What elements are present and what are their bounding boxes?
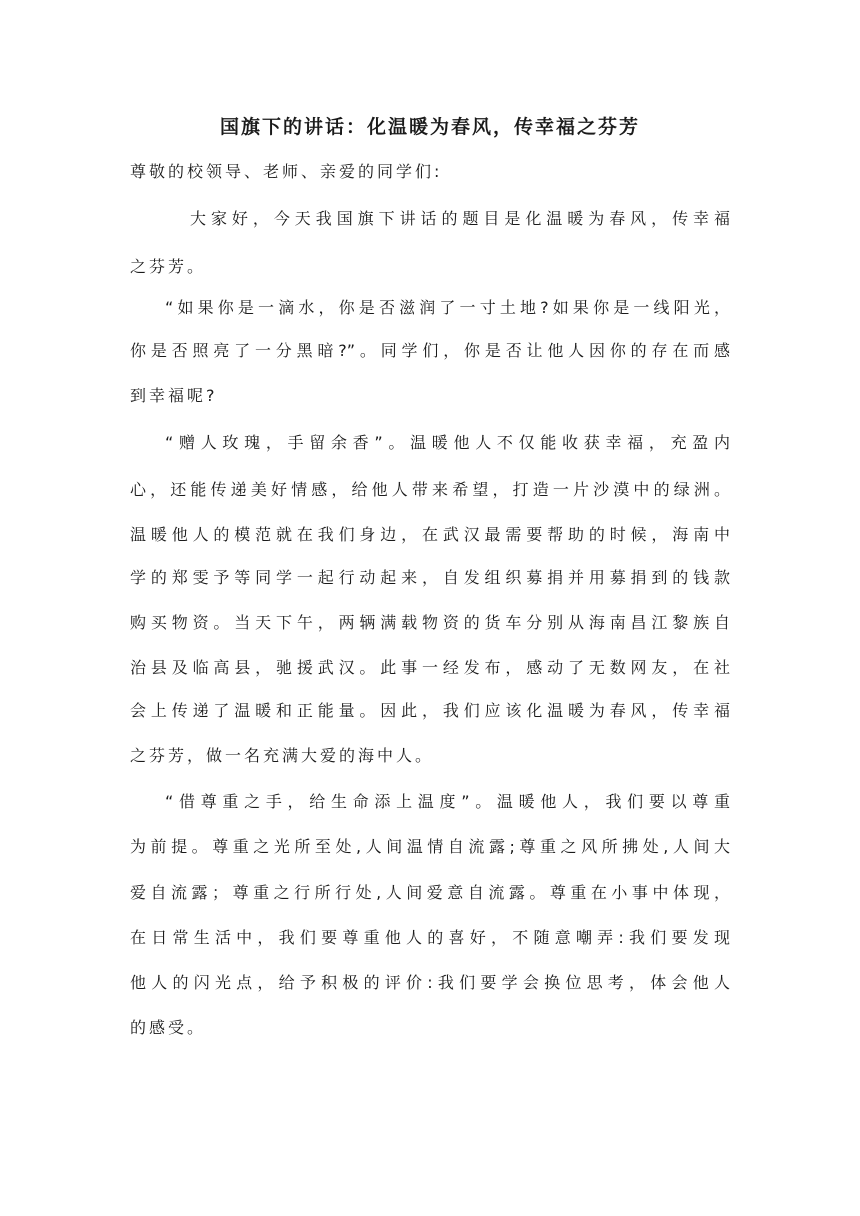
paragraph-line: 你是否照亮了一分黑暗?”。同学们，你是否让他人因你的存在而感	[130, 341, 730, 360]
paragraph-line: 购买物资。当天下午，两辆满载物资的货车分别从海南昌江黎族自	[130, 613, 730, 632]
paragraph-line: 会上传递了温暖和正能量。因此，我们应该化温暖为春风，传幸福	[130, 701, 730, 720]
paragraph-line: 大家好，今天我国旗下讲话的题目是化温暖为春风，传幸福	[190, 209, 730, 228]
document-title: 国旗下的讲话：化温暖为春风，传幸福之芬芳	[219, 116, 640, 138]
paragraph-line: 温暖他人的模范就在我们身边，在武汉最需要帮助的时候，海南中	[130, 525, 730, 544]
salutation: 尊敬的校领导、老师、亲爱的同学们:	[130, 162, 443, 181]
paragraph-line: 在日常生活中，我们要尊重他人的喜好，不随意嘲弄:我们要发现	[130, 928, 730, 947]
paragraph-line: 爱自流露；尊重之行所行处,人间爱意自流露。尊重在小事中体现，	[130, 883, 730, 902]
paragraph-line: 之芬芳，做一名充满大爱的海中人。	[130, 746, 435, 765]
paragraph-line: “借尊重之手，给生命添上温度”。温暖他人，我们要以尊重	[165, 792, 730, 811]
paragraph-line: 他人的闪光点，给予积极的评价:我们要学会换位思考，体会他人	[130, 973, 730, 992]
paragraph-line: “如果你是一滴水，你是否滋润了一寸土地?如果你是一线阳光，	[165, 298, 730, 317]
paragraph-line: 的感受。	[130, 1018, 207, 1037]
paragraph-line: 学的郑雯予等同学一起行动起来，自发组织募捐并用募捐到的钱款	[130, 568, 730, 587]
paragraph-line: 心，还能传递美好情感，给他人带来希望，打造一片沙漠中的绿洲。	[130, 480, 730, 499]
paragraph-line: 治县及临高县，驰援武汉。此事一经发布，感动了无数网友，在社	[130, 658, 730, 677]
paragraph-line: 到幸福呢?	[130, 386, 218, 405]
paragraph-line: 为前提。尊重之光所至处,人间温情自流露;尊重之风所拂处,人间大	[130, 837, 730, 856]
paragraph-line: “赠人玫瑰，手留余香”。温暖他人不仅能收获幸福，充盈内	[165, 433, 730, 452]
paragraph-line: 之芬芳。	[130, 257, 207, 276]
